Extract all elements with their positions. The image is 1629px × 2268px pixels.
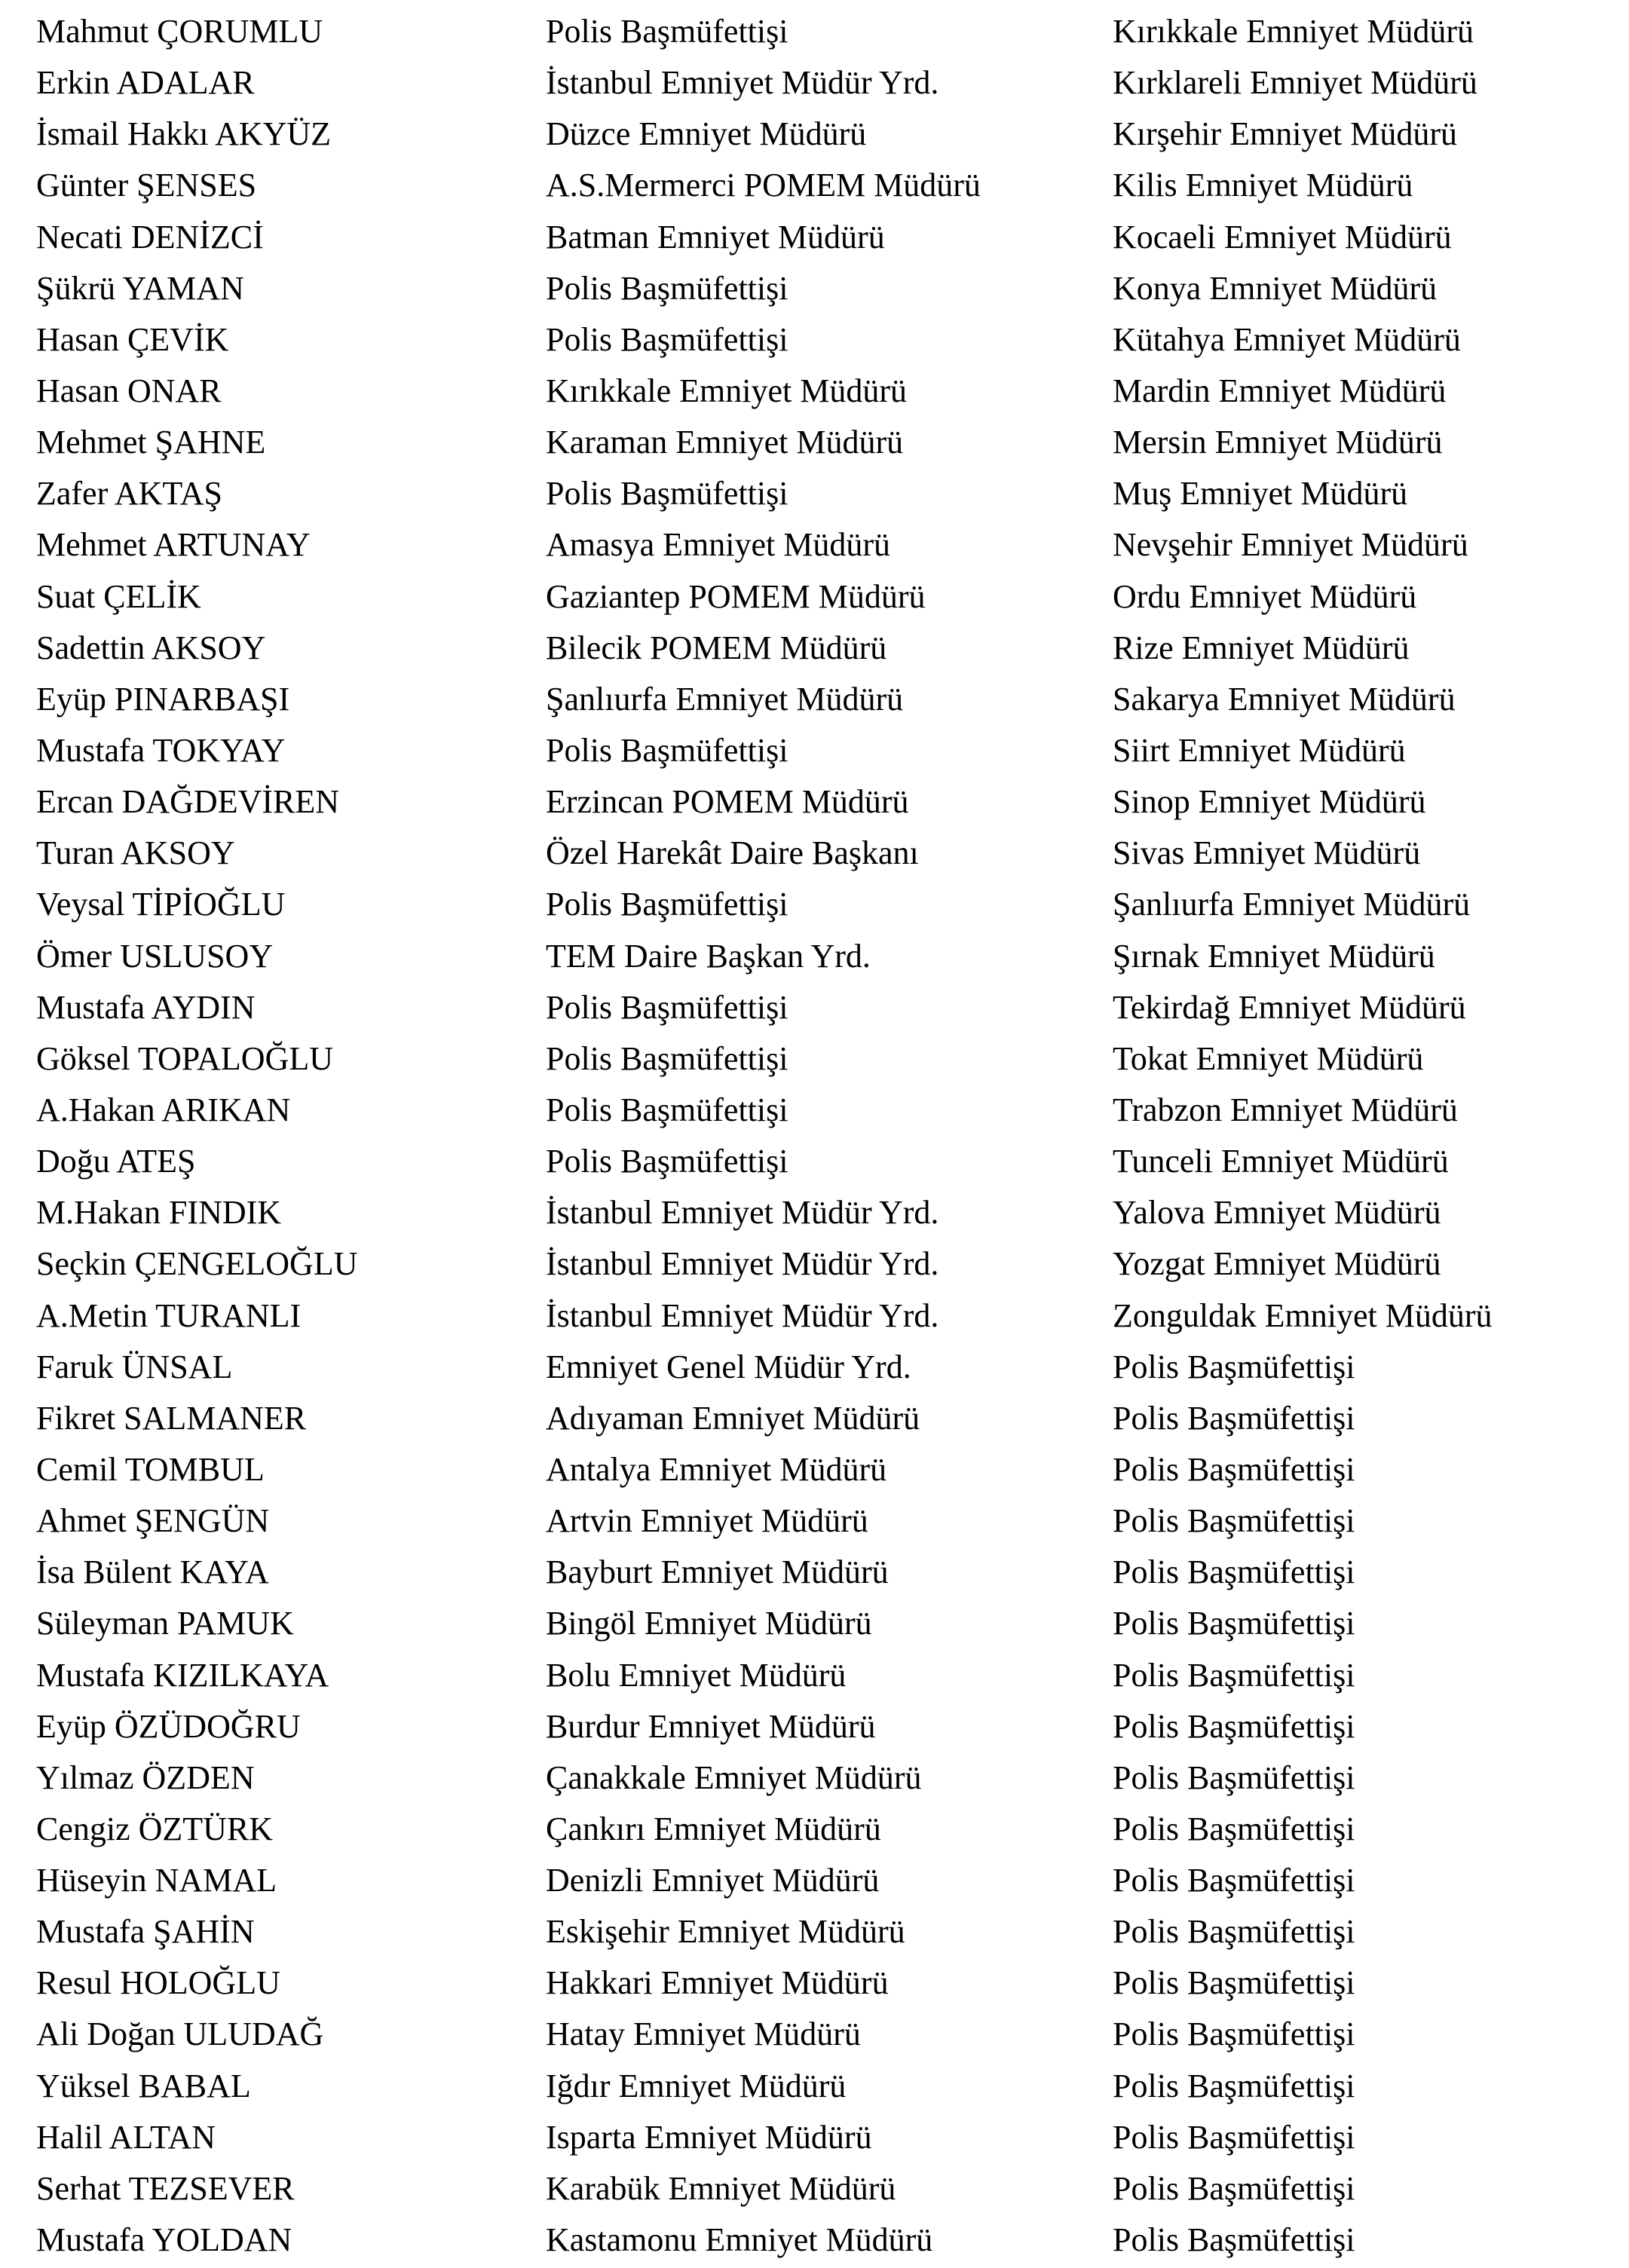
previous-position: Bayburt Emniyet Müdürü (546, 1553, 889, 1591)
new-position: Şanlıurfa Emniyet Müdürü (1113, 886, 1471, 923)
new-position: Rize Emniyet Müdürü (1113, 629, 1410, 666)
new-position: Polis Başmüfettişi (1113, 1707, 1355, 1745)
list-item (36, 1136, 1619, 1187)
previous-position: Polis Başmüfettişi (546, 320, 788, 358)
previous-position: Polis Başmüfettişi (546, 13, 788, 50)
list-item (36, 1752, 1619, 1804)
person-name: Zafer AKTAŞ (36, 475, 222, 513)
person-name: Erkin ADALAR (36, 64, 255, 102)
person-name: Veysal TİPİOĞLU (36, 886, 286, 923)
new-position: Zonguldak Emniyet Müdürü (1113, 1296, 1493, 1334)
list-item (36, 879, 1619, 930)
previous-position: Karabük Emniyet Müdürü (546, 2169, 896, 2207)
list-item (36, 263, 1619, 314)
list-item (36, 1957, 1619, 2009)
person-name: Eyüp PINARBAŞI (36, 680, 290, 718)
list-item (36, 1650, 1619, 1701)
list-item (36, 2214, 1619, 2266)
list-item (36, 828, 1619, 879)
person-name: Mehmet ARTUNAY (36, 526, 311, 564)
list-item (36, 468, 1619, 519)
new-position: Şırnak Emniyet Müdürü (1113, 937, 1435, 975)
list-item (36, 212, 1619, 263)
person-name: Necati DENİZCİ (36, 218, 264, 256)
list-item (36, 725, 1619, 776)
list-item (36, 2061, 1619, 2112)
previous-position: İstanbul Emniyet Müdür Yrd. (546, 1194, 939, 1232)
list-item (36, 1855, 1619, 1906)
person-name: Sadettin AKSOY (36, 629, 266, 666)
previous-position: Düzce Emniyet Müdürü (546, 115, 867, 153)
person-name: Ömer USLUSOY (36, 937, 274, 975)
person-name: Resul HOLOĞLU (36, 1964, 280, 2002)
list-item (36, 2009, 1619, 2060)
person-name: Seçkin ÇENGELOĞLU (36, 1245, 358, 1283)
previous-position: Emniyet Genel Müdür Yrd. (546, 1348, 911, 1385)
new-position: Muş Emniyet Müdürü (1113, 475, 1408, 513)
person-name: Mehmet ŞAHNE (36, 424, 266, 461)
previous-position: Adıyaman Emniyet Müdürü (546, 1399, 920, 1437)
list-item (36, 1290, 1619, 1342)
list-item (36, 1342, 1619, 1393)
list-item (36, 1495, 1619, 1547)
new-position: Tekirdağ Emniyet Müdürü (1113, 988, 1466, 1026)
previous-position: Hatay Emniyet Müdürü (546, 2015, 861, 2053)
new-position: Polis Başmüfettişi (1113, 1502, 1355, 1540)
new-position: Yozgat Emniyet Müdürü (1113, 1245, 1441, 1283)
person-name: Serhat TEZSEVER (36, 2169, 295, 2207)
person-name: Faruk ÜNSAL (36, 1348, 233, 1385)
new-position: Polis Başmüfettişi (1113, 2169, 1355, 2207)
list-item (36, 1547, 1619, 1598)
new-position: Polis Başmüfettişi (1113, 1450, 1355, 1488)
list-item (36, 776, 1619, 828)
person-name: Suat ÇELİK (36, 577, 201, 615)
new-position: Kilis Emniyet Müdürü (1113, 167, 1413, 204)
list-item (36, 1238, 1619, 1290)
previous-position: Erzincan POMEM Müdürü (546, 783, 909, 821)
person-name: İsa Bülent KAYA (36, 1553, 269, 1591)
list-item (36, 1906, 1619, 1957)
new-position: Yalova Emniyet Müdürü (1113, 1194, 1441, 1232)
person-name: Fikret SALMANER (36, 1399, 307, 1437)
previous-position: Denizli Emniyet Müdürü (546, 1862, 880, 1899)
new-position: Mersin Emniyet Müdürü (1113, 424, 1443, 461)
previous-position: Antalya Emniyet Müdürü (546, 1450, 887, 1488)
new-position: Polis Başmüfettişi (1113, 2221, 1355, 2259)
person-name: Mustafa KIZILKAYA (36, 1656, 329, 1694)
new-position: Polis Başmüfettişi (1113, 1656, 1355, 1694)
new-position: Kütahya Emniyet Müdürü (1113, 320, 1461, 358)
new-position: Kırşehir Emniyet Müdürü (1113, 115, 1458, 153)
previous-position: İstanbul Emniyet Müdür Yrd. (546, 64, 939, 102)
previous-position: Polis Başmüfettişi (546, 1143, 788, 1180)
person-name: Mustafa YOLDAN (36, 2221, 292, 2259)
person-name: Halil ALTAN (36, 2118, 216, 2156)
previous-position: Polis Başmüfettişi (546, 269, 788, 307)
person-name: Şükrü YAMAN (36, 269, 244, 307)
list-item (36, 57, 1619, 109)
new-position: Mardin Emniyet Müdürü (1113, 372, 1447, 409)
list-item (36, 1187, 1619, 1238)
person-name: Göksel TOPALOĞLU (36, 1039, 334, 1077)
list-item (36, 519, 1619, 571)
list-item (36, 1393, 1619, 1444)
previous-position: Şanlıurfa Emniyet Müdürü (546, 680, 904, 718)
new-position: Polis Başmüfettişi (1113, 2118, 1355, 2156)
list-item (36, 571, 1619, 623)
previous-position: Çankırı Emniyet Müdürü (546, 1810, 881, 1847)
list-item (36, 623, 1619, 674)
person-name: Mahmut ÇORUMLU (36, 13, 323, 50)
person-name: Ahmet ŞENGÜN (36, 1502, 270, 1540)
person-name: Günter ŞENSES (36, 167, 257, 204)
list-item (36, 6, 1619, 57)
previous-position: Artvin Emniyet Müdürü (546, 1502, 868, 1540)
previous-position: Özel Harekât Daire Başkanı (546, 834, 919, 872)
new-position: Kocaeli Emniyet Müdürü (1113, 218, 1452, 256)
list-item (36, 1085, 1619, 1136)
new-position: Trabzon Emniyet Müdürü (1113, 1091, 1458, 1128)
person-name: Mustafa TOKYAY (36, 731, 286, 769)
new-position: Konya Emniyet Müdürü (1113, 269, 1438, 307)
new-position: Tokat Emniyet Müdürü (1113, 1039, 1424, 1077)
new-position: Polis Başmüfettişi (1113, 1348, 1355, 1385)
previous-position: Kırıkkale Emniyet Müdürü (546, 372, 908, 409)
new-position: Nevşehir Emniyet Müdürü (1113, 526, 1468, 564)
list-item (36, 160, 1619, 211)
new-position: Sivas Emniyet Müdürü (1113, 834, 1421, 872)
previous-position: Amasya Emniyet Müdürü (546, 526, 891, 564)
list-item (36, 1804, 1619, 1855)
previous-position: Kastamonu Emniyet Müdürü (546, 2221, 933, 2259)
previous-position: Çanakkale Emniyet Müdürü (546, 1758, 922, 1796)
person-name: Turan AKSOY (36, 834, 235, 872)
previous-position: A.S.Mermerci POMEM Müdürü (546, 167, 981, 204)
list-item (36, 2163, 1619, 2214)
person-name: Mustafa ŞAHİN (36, 1913, 255, 1951)
previous-position: Polis Başmüfettişi (546, 731, 788, 769)
new-position: Polis Başmüfettişi (1113, 1862, 1355, 1899)
new-position: Kırıkkale Emniyet Müdürü (1113, 13, 1474, 50)
new-position: Polis Başmüfettişi (1113, 1913, 1355, 1951)
new-position: Polis Başmüfettişi (1113, 2067, 1355, 2104)
person-name: Hasan ÇEVİK (36, 320, 229, 358)
list-item (36, 366, 1619, 417)
list-item (36, 982, 1619, 1033)
previous-position: Karaman Emniyet Müdürü (546, 424, 904, 461)
list-item (36, 417, 1619, 468)
person-name: İsmail Hakkı AKYÜZ (36, 115, 332, 153)
person-name: Doğu ATEŞ (36, 1143, 196, 1180)
list-item (36, 314, 1619, 366)
new-position: Polis Başmüfettişi (1113, 1964, 1355, 2002)
list-item (36, 1701, 1619, 1752)
person-name: M.Hakan FINDIK (36, 1194, 282, 1232)
previous-position: Iğdır Emniyet Müdürü (546, 2067, 847, 2104)
list-item (36, 1033, 1619, 1085)
previous-position: Bingöl Emniyet Müdürü (546, 1605, 872, 1642)
person-name: Mustafa AYDIN (36, 988, 256, 1026)
previous-position: İstanbul Emniyet Müdür Yrd. (546, 1296, 939, 1334)
person-name: Süleyman PAMUK (36, 1605, 294, 1642)
previous-position: Batman Emniyet Müdürü (546, 218, 885, 256)
list-item (36, 109, 1619, 160)
previous-position: Polis Başmüfettişi (546, 475, 788, 513)
previous-position: Hakkari Emniyet Müdürü (546, 1964, 889, 2002)
list-item (36, 931, 1619, 982)
new-position: Polis Başmüfettişi (1113, 2015, 1355, 2053)
person-name: Ali Doğan ULUDAĞ (36, 2015, 324, 2053)
person-name: Yüksel BABAL (36, 2067, 251, 2104)
list-item (36, 1444, 1619, 1495)
new-position: Polis Başmüfettişi (1113, 1399, 1355, 1437)
appointment-list (36, 6, 1619, 2266)
person-name: A.Hakan ARIKAN (36, 1091, 291, 1128)
person-name: Hüseyin NAMAL (36, 1862, 277, 1899)
previous-position: Polis Başmüfettişi (546, 1091, 788, 1128)
person-name: Hasan ONAR (36, 372, 222, 409)
person-name: Ercan DAĞDEVİREN (36, 783, 339, 821)
new-position: Sakarya Emniyet Müdürü (1113, 680, 1456, 718)
new-position: Polis Başmüfettişi (1113, 1758, 1355, 1796)
list-item (36, 1598, 1619, 1649)
previous-position: Isparta Emniyet Müdürü (546, 2118, 872, 2156)
person-name: A.Metin TURANLI (36, 1296, 302, 1334)
new-position: Sinop Emniyet Müdürü (1113, 783, 1426, 821)
previous-position: Bilecik POMEM Müdürü (546, 629, 887, 666)
person-name: Yılmaz ÖZDEN (36, 1758, 255, 1796)
new-position: Polis Başmüfettişi (1113, 1605, 1355, 1642)
previous-position: TEM Daire Başkan Yrd. (546, 937, 871, 975)
previous-position: Gaziantep POMEM Müdürü (546, 577, 926, 615)
new-position: Polis Başmüfettişi (1113, 1810, 1355, 1847)
new-position: Ordu Emniyet Müdürü (1113, 577, 1417, 615)
previous-position: Polis Başmüfettişi (546, 1039, 788, 1077)
list-item (36, 674, 1619, 725)
new-position: Siirt Emniyet Müdürü (1113, 731, 1406, 769)
person-name: Cengiz ÖZTÜRK (36, 1810, 274, 1847)
person-name: Eyüp ÖZÜDOĞRU (36, 1707, 301, 1745)
person-name: Cemil TOMBUL (36, 1450, 265, 1488)
new-position: Polis Başmüfettişi (1113, 1553, 1355, 1591)
previous-position: Polis Başmüfettişi (546, 886, 788, 923)
previous-position: Eskişehir Emniyet Müdürü (546, 1913, 905, 1951)
previous-position: Polis Başmüfettişi (546, 988, 788, 1026)
new-position: Kırklareli Emniyet Müdürü (1113, 64, 1477, 102)
new-position: Tunceli Emniyet Müdürü (1113, 1143, 1449, 1180)
previous-position: Burdur Emniyet Müdürü (546, 1707, 876, 1745)
previous-position: İstanbul Emniyet Müdür Yrd. (546, 1245, 939, 1283)
previous-position: Bolu Emniyet Müdürü (546, 1656, 847, 1694)
list-item (36, 2112, 1619, 2163)
